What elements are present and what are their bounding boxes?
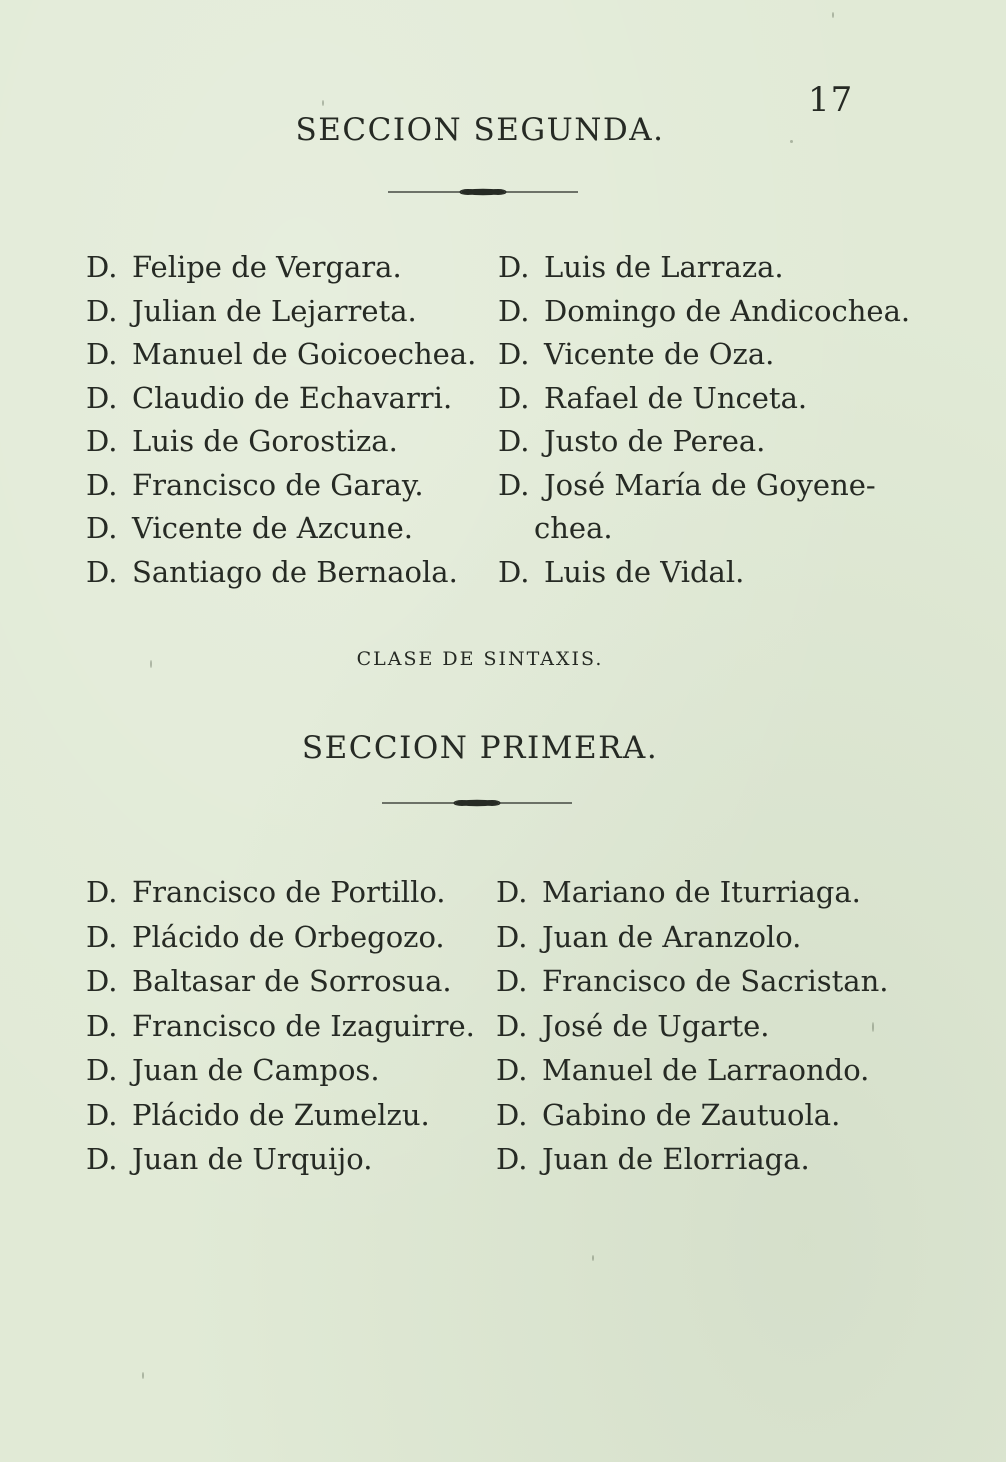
name-entry xyxy=(86,1048,475,1093)
paper-speck xyxy=(150,660,152,668)
honorific-prefix: D. xyxy=(498,293,530,328)
honorific-prefix: D. xyxy=(86,919,118,954)
honorific-prefix: D. xyxy=(496,1008,528,1043)
name-entry xyxy=(86,1137,475,1182)
person-name: Luis de Gorostiza. xyxy=(132,424,398,458)
person-name: Baltasar de Sorrosua. xyxy=(132,964,452,998)
person-name: Felipe de Vergara. xyxy=(132,250,402,284)
honorific-prefix: D. xyxy=(498,554,530,589)
person-name: Juan de Campos. xyxy=(132,1053,380,1087)
person-name: Vicente de Azcune. xyxy=(132,511,413,545)
person-name: Luis de Vidal. xyxy=(544,554,745,589)
paper-speck xyxy=(142,1372,144,1379)
name-entry xyxy=(86,420,476,464)
name-entry xyxy=(496,1137,888,1182)
section-title-primera: SECCION PRIMERA. xyxy=(301,730,659,766)
person-name: Francisco de Sacristan. xyxy=(542,964,889,998)
name-entry xyxy=(86,507,476,551)
honorific-prefix: D. xyxy=(86,964,118,998)
honorific-prefix: D. xyxy=(498,250,530,284)
honorific-prefix: D. xyxy=(86,337,118,371)
paper-speck xyxy=(790,140,793,143)
name-entry xyxy=(86,290,476,334)
paper-speck xyxy=(832,12,834,18)
name-entry xyxy=(86,1004,475,1049)
name-entry xyxy=(496,1048,888,1093)
person-name: Manuel de Goicoechea. xyxy=(132,337,477,371)
person-name: Rafael de Unceta. xyxy=(544,380,808,415)
name-entry xyxy=(86,959,475,1004)
honorific-prefix: D. xyxy=(496,1142,528,1176)
person-name: Gabino de Zautuola. xyxy=(542,1097,841,1132)
class-title: CLASE DE SINTAXIS. xyxy=(356,648,604,670)
name-entry xyxy=(86,333,476,377)
person-name: Julian de Lejarreta. xyxy=(132,293,417,328)
person-name: Santiago de Bernaola. xyxy=(132,554,458,589)
name-entry xyxy=(86,870,475,915)
paper-speck xyxy=(872,1022,874,1032)
name-entry xyxy=(498,420,910,464)
name-entry xyxy=(496,1004,888,1049)
honorific-prefix: D. xyxy=(86,1142,118,1176)
names-list-section-2-left xyxy=(86,870,475,1182)
name-entry xyxy=(498,377,910,421)
person-name: Manuel de Larraondo. xyxy=(542,1053,870,1087)
name-entry-continuation xyxy=(498,507,910,551)
page-number: 17 xyxy=(808,80,854,120)
honorific-prefix: D. xyxy=(498,467,530,502)
honorific-prefix: D. xyxy=(86,554,118,589)
name-entry xyxy=(496,959,888,1004)
name-entry xyxy=(498,464,910,508)
person-name: chea. xyxy=(534,511,613,545)
person-name: Francisco de Garay. xyxy=(132,467,424,502)
person-name: José de Ugarte. xyxy=(542,1008,770,1043)
honorific-prefix: D. xyxy=(86,293,118,328)
honorific-prefix: D. xyxy=(86,1008,118,1043)
person-name: Juan de Urquijo. xyxy=(132,1142,373,1176)
honorific-prefix: D. xyxy=(498,380,530,415)
name-entry xyxy=(86,551,476,595)
person-name: Mariano de Iturriaga. xyxy=(542,875,861,909)
name-entry xyxy=(86,246,476,290)
ornamental-rule xyxy=(382,795,572,811)
name-entry xyxy=(496,870,888,915)
name-entry xyxy=(86,377,476,421)
paper-speck xyxy=(322,100,324,106)
name-entry xyxy=(86,464,476,508)
person-name: Luis de Larraza. xyxy=(544,250,784,284)
honorific-prefix: D. xyxy=(86,424,118,458)
person-name: Juan de Elorriaga. xyxy=(542,1142,810,1176)
name-entry xyxy=(86,915,475,960)
honorific-prefix: D. xyxy=(496,1097,528,1132)
ornamental-rule xyxy=(388,184,578,200)
names-list-section-1-left xyxy=(86,246,476,594)
name-entry xyxy=(498,333,910,377)
person-name: Justo de Perea. xyxy=(544,424,766,458)
person-name: Plácido de Zumelzu. xyxy=(132,1097,430,1132)
honorific-prefix: D. xyxy=(86,511,118,545)
name-entry xyxy=(498,246,910,290)
honorific-prefix: D. xyxy=(86,1097,118,1132)
person-name: Domingo de Andicochea. xyxy=(544,293,911,328)
honorific-prefix: D. xyxy=(496,919,528,954)
section-title-segunda: SECCION SEGUNDA. xyxy=(295,112,665,148)
person-name: Francisco de Portillo. xyxy=(132,875,446,909)
honorific-prefix: D. xyxy=(86,1053,118,1087)
person-name: Francisco de Izaguirre. xyxy=(132,1008,475,1043)
person-name: Vicente de Oza. xyxy=(544,337,775,371)
honorific-prefix: D. xyxy=(496,964,528,998)
name-entry xyxy=(496,1093,888,1138)
paper-speck xyxy=(592,1255,594,1261)
honorific-prefix: D. xyxy=(86,875,118,909)
person-name: Claudio de Echavarri. xyxy=(132,380,453,415)
honorific-prefix: D. xyxy=(86,250,118,284)
honorific-prefix: D. xyxy=(498,337,530,371)
person-name: José María de Goyene- xyxy=(544,467,876,502)
honorific-prefix: D. xyxy=(498,424,530,458)
honorific-prefix: D. xyxy=(496,1053,528,1087)
honorific-prefix: D. xyxy=(86,467,118,502)
honorific-prefix: D. xyxy=(86,380,118,415)
person-name: Juan de Aranzolo. xyxy=(542,919,802,954)
name-entry xyxy=(498,551,910,595)
person-name: Plácido de Orbegozo. xyxy=(132,919,445,954)
name-entry xyxy=(498,290,910,334)
names-list-section-1-right xyxy=(498,246,910,594)
names-list-section-2-right xyxy=(496,870,888,1182)
name-entry xyxy=(86,1093,475,1138)
honorific-prefix: D. xyxy=(496,875,528,909)
name-entry xyxy=(496,915,888,960)
